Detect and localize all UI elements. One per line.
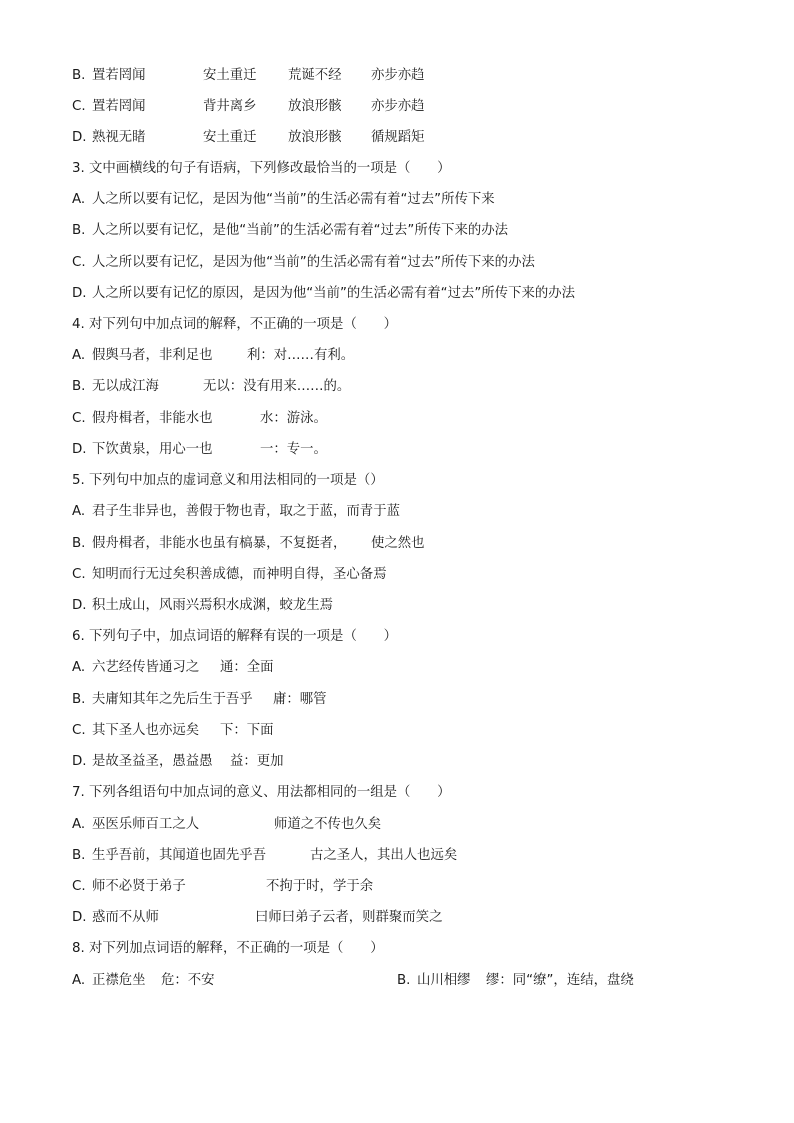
option-label: B. <box>72 536 86 551</box>
q3-option-b <box>72 220 509 242</box>
q7-option-a <box>72 814 382 836</box>
q5-option-b <box>72 533 425 555</box>
option-text: 无以成江海 <box>92 379 159 394</box>
option-text: 人之所以要有记忆，是因为他“当前”的生活必需有着“过去”所传下来 <box>92 192 495 207</box>
option-explanation: 水：游泳。 <box>260 411 327 426</box>
option-label: B. <box>72 848 86 863</box>
option-label: B. <box>72 68 86 83</box>
q6-option-a <box>72 657 274 679</box>
q2-option-d <box>72 127 425 149</box>
q7-stem: 7. 下列各组语句中加点词的意义、用法都相同的一组是（ ） <box>72 785 451 800</box>
option-text: 其下圣人也亦远矣 <box>92 723 200 738</box>
option-label: D. <box>72 598 87 613</box>
option-text: 六艺经传皆通习之 <box>92 660 200 675</box>
word-4: 亦步亦趋 <box>371 99 425 114</box>
q6-option-b <box>72 689 327 711</box>
option-b-explanation: 缪：同“缭”，连结，盘绕 <box>486 973 634 988</box>
sentence-2: 曰师曰弟子云者，则群聚而笑之 <box>255 910 443 925</box>
q4-option-d <box>72 439 327 461</box>
q4-stem: 4. 对下列句中加点词的解释，不正确的一项是（ ） <box>72 317 398 332</box>
sentence-1: 师不必贤于弟子 <box>92 879 186 894</box>
option-label: D. <box>72 910 87 925</box>
option-text: 夫庸知其年之先后生于吾乎 <box>92 692 253 707</box>
option-label: C. <box>72 567 86 582</box>
word-2: 安土重迁 <box>203 68 257 83</box>
option-explanation: 利：对……有利。 <box>247 348 355 363</box>
q6-stem: 6. 下列句子中，加点词语的解释有误的一项是（ ） <box>72 629 398 644</box>
option-text: 假舟楫者，非能水也 <box>92 411 213 426</box>
word-4: 循规蹈矩 <box>371 130 425 145</box>
q3-option-c <box>72 252 535 274</box>
q3-stem: 3. 文中画横线的句子有语病，下列修改最恰当的一项是（ ） <box>72 161 451 176</box>
sentence-2: 不拘于时，学于余 <box>266 879 374 894</box>
q5-option-d <box>72 595 334 617</box>
option-explanation: 无以：没有用来……的。 <box>203 379 351 394</box>
option-label: C. <box>72 411 86 426</box>
option-label: B. <box>72 379 86 394</box>
q3-option-d <box>72 283 576 305</box>
option-label-b: B. <box>397 973 411 988</box>
q7-option-d <box>72 907 443 929</box>
option-explanation: 庸：哪管 <box>273 692 327 707</box>
word-3: 荒诞不经 <box>288 68 342 83</box>
option-explanation: 下：下面 <box>220 723 274 738</box>
word-4: 亦步亦趋 <box>371 68 425 83</box>
q6-option-c <box>72 720 274 742</box>
q6-option-d <box>72 751 284 773</box>
q7-option-c <box>72 876 374 898</box>
option-label: A. <box>72 660 86 675</box>
option-label: A. <box>72 504 86 519</box>
option-label: C. <box>72 99 86 114</box>
option-text: 人之所以要有记忆，是他“当前”的生活必需有着“过去”所传下来的办法 <box>92 223 509 238</box>
option-label: A. <box>72 817 86 832</box>
q8-stem: 8. 对下列加点词语的解释，不正确的一项是（ ） <box>72 941 384 956</box>
sentence-1: 惑而不从师 <box>92 910 159 925</box>
option-label: B. <box>72 223 86 238</box>
q4-option-a <box>72 345 355 367</box>
option-label: A. <box>72 348 86 363</box>
option-label: C. <box>72 879 86 894</box>
word-3: 放浪形骸 <box>288 130 342 145</box>
q2-option-c <box>72 96 425 118</box>
option-a-explanation: 危：不安 <box>161 973 215 988</box>
word-3: 放浪形骸 <box>288 99 342 114</box>
option-text: 是故圣益圣，愚益愚 <box>92 754 213 769</box>
option-text: 君子生非异也，善假于物也青，取之于蓝，而青于蓝 <box>92 504 400 519</box>
option-a-text: 正襟危坐 <box>92 973 146 988</box>
word-2: 安土重迁 <box>203 130 257 145</box>
option-label: D. <box>72 442 87 457</box>
option-text: 假舆马者，非利足也 <box>92 348 213 363</box>
q3-option-a <box>72 189 495 211</box>
sentence-2: 师道之不传也久矣 <box>274 817 382 832</box>
word-2: 背井离乡 <box>203 99 257 114</box>
option-text-2: 使之然也 <box>371 536 425 551</box>
option-explanation: 通：全面 <box>220 660 274 675</box>
option-text: 人之所以要有记忆的原因，是因为他“当前”的生活必需有着“过去”所传下来的办法 <box>92 286 576 301</box>
sentence-1: 生乎吾前，其闻道也固先乎吾 <box>92 848 267 863</box>
option-b-text: 山川相缪 <box>417 973 471 988</box>
option-label: C. <box>72 255 86 270</box>
sentence-1: 巫医乐师百工之人 <box>92 817 200 832</box>
option-explanation: 一：专一。 <box>260 442 327 457</box>
q2-option-b <box>72 65 425 87</box>
q5-option-c <box>72 564 387 586</box>
q4-option-c <box>72 408 327 430</box>
option-label: B. <box>72 692 86 707</box>
option-label: D. <box>72 286 87 301</box>
option-text: 假舟楫者，非能水也虽有槁暴，不复挺者， <box>92 536 347 551</box>
option-text: 积土成山，风雨兴焉积水成渊，蛟龙生焉 <box>92 598 334 613</box>
q8-options-row <box>72 970 634 992</box>
option-label: D. <box>72 130 87 145</box>
option-text: 知明而行无过矣积善成德，而神明自得，圣心备焉 <box>92 567 387 582</box>
sentence-2: 古之圣人，其出人也远矣 <box>310 848 458 863</box>
option-label: D. <box>72 754 87 769</box>
option-label: A. <box>72 192 86 207</box>
q5-stem: 5. 下列句中加点的虚词意义和用法相同的一项是（） <box>72 473 384 488</box>
q4-option-b <box>72 376 351 398</box>
word-1: 置若罔闻 <box>92 68 146 83</box>
q5-option-a <box>72 501 400 523</box>
q7-option-b <box>72 845 458 867</box>
word-1: 熟视无睹 <box>92 130 146 145</box>
option-explanation: 益：更加 <box>230 754 284 769</box>
option-text: 人之所以要有记忆，是因为他“当前”的生活必需有着“过去”所传下来的办法 <box>92 255 535 270</box>
option-text: 下饮黄泉，用心一也 <box>92 442 213 457</box>
word-1: 置若罔闻 <box>92 99 146 114</box>
option-label: C. <box>72 723 86 738</box>
option-label: A. <box>72 973 86 988</box>
